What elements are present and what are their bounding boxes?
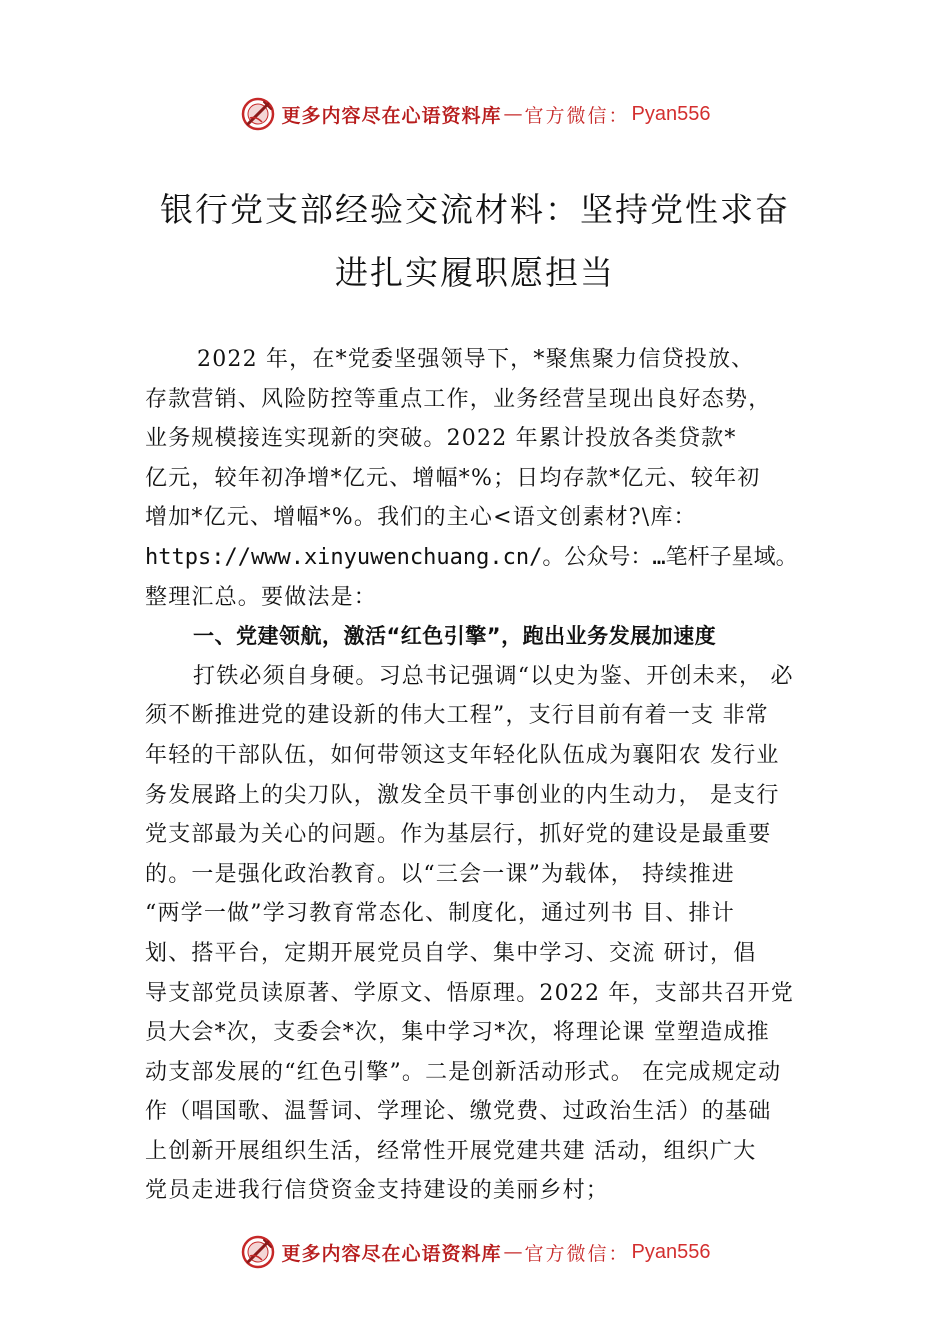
paragraph-line: 上创新开展组织生活，经常性开展党建共建 活动，组织广大	[145, 1138, 757, 1164]
paragraph-line: 亿元，较年初净增*亿元、增幅*%；日均存款*亿元、较年初	[145, 465, 761, 491]
paragraph-line: 员大会*次，支委会*次，集中学习*次，将理论课 堂塑造成推	[145, 1020, 770, 1046]
paragraph-line: 划、搭平台，定期开展党员自学、集中学习、交流 研讨，倡	[145, 940, 757, 966]
paragraph-line: 党员走进我行信贷资金支持建设的美丽乡村；	[145, 1178, 610, 1204]
header-banner	[0, 92, 950, 136]
banner-slogan: 更多内容尽在心语资料库	[281, 1242, 502, 1265]
document-body	[145, 340, 835, 1211]
footer-banner	[0, 1230, 950, 1274]
paragraph-line: 的。一是强化政治教育。以“三会一课”为载体， 持续推进	[145, 861, 735, 887]
paragraph-line: 党支部最为关心的问题。作为基层行，抓好党的建设是最重要	[145, 822, 772, 848]
paragraph-line: 务发展路上的尖刀队，激发全员干事创业的内生动力， 是支行	[145, 782, 780, 808]
paragraph-line: 2022 年，在*党委坚强领导下，*聚焦聚力信贷投放、	[197, 347, 755, 372]
paragraph-line: 作（唱国歌、温誓词、学理论、缴党费、过政治生活）的基础	[145, 1099, 772, 1125]
banner-dash: —	[503, 103, 523, 125]
banner-slogan: 更多内容尽在心语资料库	[281, 104, 502, 127]
brand-logo-icon	[240, 96, 276, 132]
paragraph-line: 存款营销、风险防控等重点工作，业务经营呈现出良好态势，	[145, 386, 772, 412]
brand-logo-icon	[240, 1234, 276, 1270]
paragraph-line: 打铁必须自身硬。习总书记强调“以史为鉴、开创未来， 必	[193, 663, 794, 689]
paragraph-line: 整理汇总。要做法是：	[145, 584, 378, 610]
paragraph-line: 年轻的干部队伍，如何带领这支年轻化队伍成为襄阳农 发行业	[145, 742, 780, 768]
banner-dash: —	[503, 1241, 523, 1263]
banner-wechat-id: Pyan556	[631, 102, 711, 125]
paragraph-line: 动支部发展的“红色引擎”。二是创新活动形式。 在完成规定动	[145, 1059, 782, 1085]
paragraph-line: 导支部党员读原著、学原文、悟原理。2022 年，支部共召开党	[145, 980, 794, 1006]
paragraph-line: “两学一做”学习教育常态化、制度化，通过列书 目、排计	[145, 901, 735, 927]
document-title-line-1: 银行党支部经验交流材料：坚持党性求奋	[160, 190, 790, 229]
paragraph-line: 增加*亿元、增幅*%。我们的主心<语文创素材?\库：	[145, 505, 697, 531]
banner-wechat-label: 官方微信：	[524, 1242, 630, 1265]
section-heading: 一、党建领航，激活“红色引擎”，跑出业务发展加速度	[193, 624, 717, 649]
banner-wechat-id: Pyan556	[631, 1240, 711, 1263]
paragraph-line-url: https://www.xinyuwenchuang.cn/。公众号：…笔杆子星域。	[145, 544, 798, 570]
paragraph-line: 须不断推进党的建设新的伟大工程”，支行目前有着一支 非常	[145, 703, 769, 729]
banner-wechat-label: 官方微信：	[524, 104, 630, 127]
document-title-line-2: 进扎实履职愿担当	[335, 253, 615, 292]
paragraph-line: 业务规模接连实现新的突破。2022 年累计投放各类贷款*	[145, 426, 737, 452]
